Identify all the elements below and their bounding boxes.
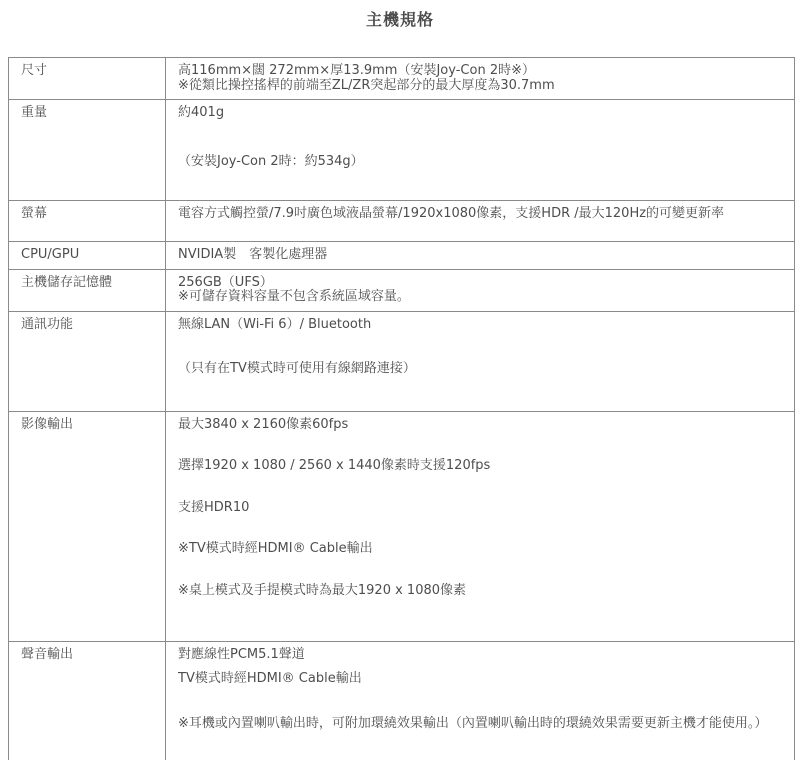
row-label-communication: 通訊功能 (9, 311, 166, 411)
page-title: 主機規格 (365, 10, 434, 29)
spec-line: ※耳機或內置喇叭輸出時，可附加環繞效果輸出（內置喇叭輸出時的環繞效果需要更新主機才能使用。） (178, 715, 768, 731)
spec-line: 最大3840 x 2160像素60fps (178, 416, 349, 432)
row-value-weight (166, 100, 795, 201)
table-row-audio-output (9, 641, 795, 760)
row-label-screen: 螢幕 (9, 201, 166, 242)
spec-line: 對應線性PCM5.1聲道 (178, 646, 305, 662)
spec-table (8, 57, 795, 760)
spec-line: ※TV模式時經HDMI® Cable輸出 (178, 541, 373, 557)
spec-line: （安裝Joy-Con 2時：約534g） (178, 153, 364, 169)
row-value-audio-output (166, 641, 795, 760)
table-row-dimensions (9, 58, 795, 100)
row-label-storage: 主機儲存記憶體 (9, 269, 166, 311)
spec-line: ※從類比操控搖桿的前端至ZL/ZR突起部分的最大厚度為30.7mm (178, 77, 555, 93)
table-row-storage (9, 269, 795, 311)
spec-line: 高116mm×闊 272mm×厚13.9mm（安裝Joy-Con 2時※） (178, 63, 535, 78)
spec-line: 約401g (178, 105, 225, 121)
table-row-cpu-gpu (9, 242, 795, 270)
row-value-communication (166, 311, 795, 411)
row-label-video-output: 影像輸出 (9, 411, 166, 641)
row-label-cpu-gpu: CPU/GPU (9, 242, 166, 270)
spec-line: 電容方式觸控螢/7.9吋廣色域液晶螢幕/1920x1080像素，支援HDR /最大120Hz的可變更新率 (178, 206, 725, 222)
spec-line: ※可儲存資料容量不包含系統區域容量。 (178, 289, 410, 305)
row-value-storage (166, 269, 795, 311)
spec-line: NVIDIA製 客製化處理器 (178, 247, 328, 263)
row-value-dimensions (166, 58, 795, 100)
table-row-screen (9, 201, 795, 242)
spec-line: 無線LAN（Wi-Fi 6）/ Bluetooth (178, 316, 372, 332)
spec-line: ※桌上模式及手提模式時為最大1920 x 1080像素 (178, 582, 467, 598)
row-value-cpu-gpu (166, 242, 795, 270)
table-row-video-output (9, 411, 795, 641)
spec-line: 選擇1920 x 1080 / 2560 x 1440像素時支援120fps (178, 458, 491, 474)
table-row-weight (9, 100, 795, 201)
row-label-weight: 重量 (9, 100, 166, 201)
spec-line: （只有在TV模式時可使用有線網路連接） (178, 361, 416, 377)
row-value-video-output (166, 411, 795, 641)
row-value-screen (166, 201, 795, 242)
table-row-communication (9, 311, 795, 411)
row-label-dimensions: 尺寸 (9, 58, 166, 100)
spec-line: TV模式時經HDMI® Cable輸出 (178, 671, 362, 687)
spec-line: 支援HDR10 (178, 499, 250, 515)
spec-line: 256GB（UFS） (178, 274, 273, 290)
row-label-audio-output: 聲音輸出 (9, 641, 166, 760)
